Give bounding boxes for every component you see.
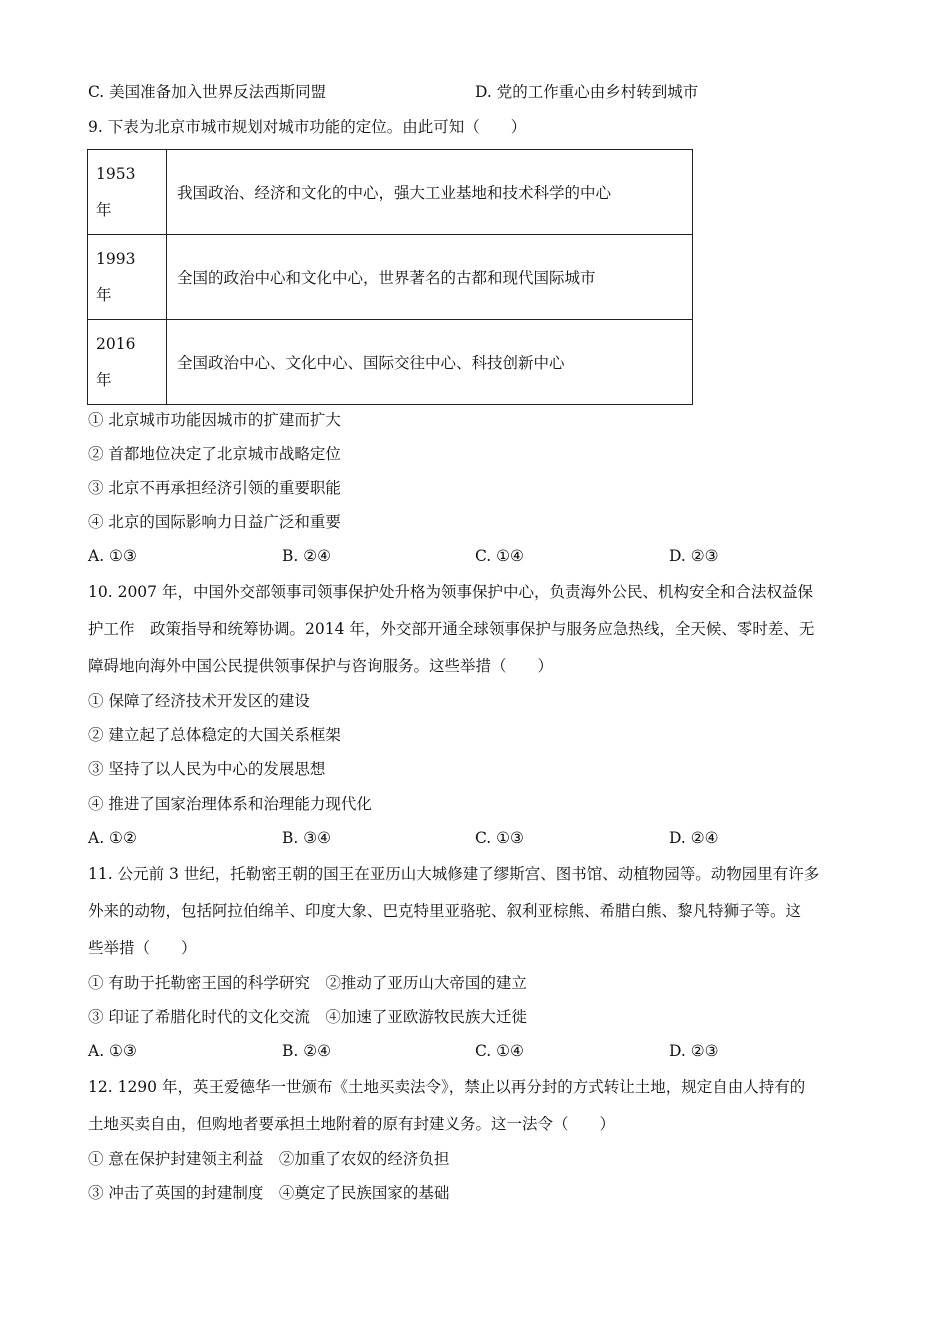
q11-option-a: A. ①③ (88, 1042, 137, 1060)
q8-option-d: D. 党的工作重心由乡村转到城市 (475, 83, 699, 101)
year-cell: 1993 年 (88, 235, 167, 320)
q11-option-d: D. ②③ (669, 1042, 719, 1060)
q9-item-4: ④ 北京的国际影响力日益广泛和重要 (88, 513, 341, 531)
q8-option-c: C. 美国准备加入世界反法西斯同盟 (88, 83, 327, 101)
q9-item-3: ③ 北京不再承担经济引领的重要职能 (88, 479, 341, 497)
description-cell: 全国的政治中心和文化中心，世界著名的古都和现代国际城市 (167, 235, 693, 320)
q9-table (87, 149, 693, 405)
q11-option-b: B. ②④ (282, 1042, 332, 1060)
q11-stem-line-1: 11. 公元前 3 世纪，托勒密王朝的国王在亚历山大城修建了缪斯宫、图书馆、动植物园等。动物园里有许多 (88, 865, 820, 883)
q12-items-line-1: ① 意在保护封建领主利益 ②加重了农奴的经济负担 (88, 1150, 450, 1168)
description-cell: 全国政治中心、文化中心、国际交往中心、科技创新中心 (167, 320, 693, 405)
q12-stem-line-2: 土地买卖自由，但购地者要承担土地附着的原有封建义务。这一法令（ ） (88, 1115, 616, 1133)
q9-item-2: ② 首都地位决定了北京城市战略定位 (88, 445, 341, 463)
q11-items-line-1: ① 有助于托勒密王国的科学研究 ②推动了亚历山大帝国的建立 (88, 974, 527, 992)
q9-item-1: ① 北京城市功能因城市的扩建而扩大 (88, 411, 341, 429)
q9-option-a: A. ①③ (88, 547, 137, 565)
q10-option-c: C. ①③ (475, 829, 524, 847)
q11-items-line-2: ③ 印证了希腊化时代的文化交流 ④加速了亚欧游牧民族大迁徙 (88, 1008, 527, 1026)
table-row (88, 235, 693, 320)
q10-item-3: ③ 坚持了以人民为中心的发展思想 (88, 760, 326, 778)
q10-stem-line-2: 护工作 政策指导和统筹协调。2014 年，外交部开通全球领事保护与服务应急热线，全天候、零时差、无 (88, 620, 815, 638)
q12-items-line-2: ③ 冲击了英国的封建制度 ④奠定了民族国家的基础 (88, 1184, 450, 1202)
q10-stem-line-1: 10. 2007 年，中国外交部领事司领事保护处升格为领事保护中心，负责海外公民、机构安全和合法权益保 (88, 583, 813, 601)
year-cell: 2016 年 (88, 320, 167, 405)
q10-item-2: ② 建立起了总体稳定的大国关系框架 (88, 726, 341, 744)
q10-option-d: D. ②④ (669, 829, 719, 847)
q10-item-1: ① 保障了经济技术开发区的建设 (88, 692, 310, 710)
q12-stem-line-1: 12. 1290 年，英王爱德华一世颁布《土地买卖法令》，禁止以再分封的方式转让土地，规定自由人持有的 (88, 1078, 806, 1096)
q11-stem-line-2: 外来的动物，包括阿拉伯绵羊、印度大象、巴克特里亚骆驼、叙利亚棕熊、希腊白熊、黎凡特狮子等。这 (88, 902, 802, 920)
q9-option-d: D. ②③ (669, 547, 719, 565)
q9-option-b: B. ②④ (282, 547, 332, 565)
q10-option-b: B. ③④ (282, 829, 332, 847)
q10-option-a: A. ①② (88, 829, 137, 847)
description-cell: 我国政治、经济和文化的中心，强大工业基地和技术科学的中心 (167, 150, 693, 235)
q9-stem: 9. 下表为北京市城市规划对城市功能的定位。由此可知（ ） (88, 118, 527, 136)
q9-option-c: C. ①④ (475, 547, 524, 565)
table-row (88, 320, 693, 405)
q11-stem-line-3: 些举措（ ） (88, 939, 197, 957)
q11-option-c: C. ①④ (475, 1042, 524, 1060)
q10-item-4: ④ 推进了国家治理体系和治理能力现代化 (88, 795, 372, 813)
year-cell: 1953 年 (88, 150, 167, 235)
q10-stem-line-3: 障碍地向海外中国公民提供领事保护与咨询服务。这些举措（ ） (88, 657, 554, 675)
table-row (88, 150, 693, 235)
